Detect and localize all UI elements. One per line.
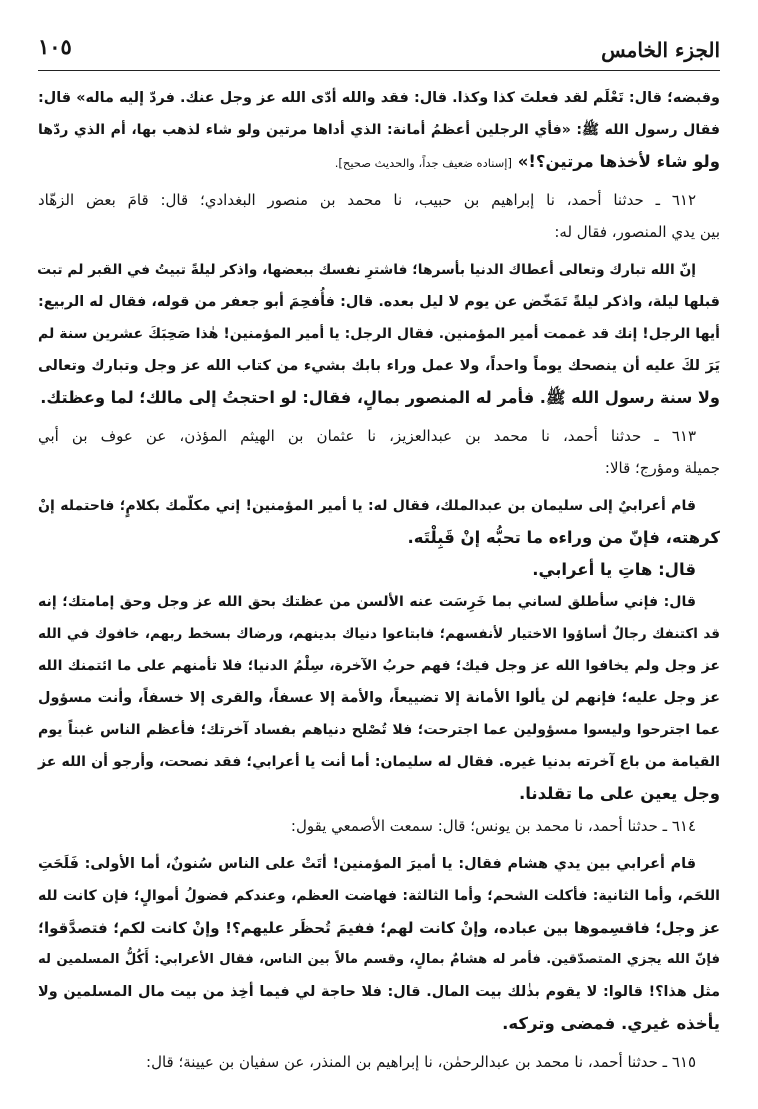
line-text: قبلها ليلة، واذكر ليلةً تَمَخّض عن يوم لا ليل بعده. قال: فأُفحِمَ أبو جعفر من قوله، فقال له الربيع: xyxy=(38,294,720,310)
line-text: بين يدي المنصور، فقال له: xyxy=(554,223,720,241)
text-line xyxy=(38,286,720,318)
text-line xyxy=(38,554,720,586)
text-line xyxy=(38,880,720,912)
page-header xyxy=(38,22,720,72)
text-line xyxy=(38,350,720,382)
text-line xyxy=(38,522,720,554)
text-line xyxy=(38,82,720,114)
line-text: كرهته، فإنّ من وراءه ما تحبُّه إنْ قَبِلْتَه. xyxy=(407,528,720,547)
line-text: قال: فإني سأطلق لساني بما خَرِسَت عنه الألسن من عظتك بحق الله عز وجل وحق إمامتك؛ إنه xyxy=(38,594,696,610)
text-line xyxy=(38,976,720,1008)
line-text: عز وجل ولم يخافوا الله عز وجل فيك؛ فهم حربُ الآخرة، سِلْمُ الدنيا؛ فلا تأمنهم على ما ائتمنك الله xyxy=(38,658,720,674)
line-text: القيامة من باع آخرته بدنيا غيره. فقال له سليمان: أما أنت يا أعرابي؛ فقد نصحت، وأرجو أن الله عز xyxy=(38,754,720,770)
line-note: [إسناده ضعيف جداً، والحديث صحيح]. xyxy=(334,156,512,170)
text-line xyxy=(38,1008,720,1040)
line-text: قال: هاتِ يا أعرابي. xyxy=(532,560,696,579)
line-text: ٦١٥ ـ حدثنا أحمد، نا محمد بن عبدالرحمٰن، نا إبراهيم بن المنذر، عن سفيان بن عيينة؛ قال: xyxy=(146,1053,696,1071)
line-text: فإنّ الله يجزي المتصدّقين. فأمر له هشامٌ بمالٍ، وقسم مالاً بين الناس، فقال الأعرابي: أَكُلُّ المسلمين له xyxy=(38,952,720,967)
line-text: ٦١٢ ـ حدثنا أحمد، نا إبراهيم بن حبيب، نا محمد بن منصور البغدادي؛ قال: قامَ بعض الزهّاد xyxy=(38,191,696,209)
text-line xyxy=(38,810,720,842)
text-line xyxy=(38,490,720,522)
text-line xyxy=(38,944,720,976)
text-line xyxy=(38,682,720,714)
line-text: قد اكتنفك رجالٌ أساؤوا الاختيار لأنفسهم؛ فابتاعوا دنياك بدينهم، ورضاك بسخط ربهم، خافوك في الله xyxy=(38,626,720,642)
text-line xyxy=(38,586,720,618)
line-text: فقال رسول الله ﷺ: «فأي الرجلين أعظمُ أمانة: الذي أداها مرتين ولو شاء لذهب بها، أم الذي ردّها xyxy=(38,122,720,138)
line-text: قام أعرابيٌ إلى سليمان بن عبدالملك، فقال له: يا أمير المؤمنين! إني مكلّمك بكلامٍ؛ فاحتمله إنْ xyxy=(38,498,696,514)
text-line xyxy=(38,746,720,778)
text-line xyxy=(38,778,720,810)
line-text: مثل هذا؟! قالوا: لا يقوم بذٰلك بيت المال. قال: فلا حاجة لي فيما أخِذ من بيت مال المسلمين ولا xyxy=(38,984,720,1000)
text-line xyxy=(38,1046,720,1078)
text-line xyxy=(38,618,720,650)
line-text: إنّ الله تبارك وتعالى أعطاك الدنيا بأسرها؛ فاشترِ نفسك ببعضها، واذكر ليلةً تبيتُ في القبر لم تبت xyxy=(37,262,696,278)
text-line xyxy=(38,714,720,746)
page-number: ١٠٥ xyxy=(38,34,72,59)
text-line xyxy=(38,318,720,350)
text-line xyxy=(38,452,720,484)
line-text: ٦١٤ ـ حدثنا أحمد، نا محمد بن يونس؛ قال: سمعت الأصمعي يقول: xyxy=(290,817,696,835)
line-text: وجل يعين على ما تقلدنا. xyxy=(518,784,720,803)
line-text: عما اجترحوا وليسوا مسؤولين عما اجترحت؛ فلا تُصْلح دنياهم بفساد آخرتك؛ فأعظم الناس غبناً يوم xyxy=(38,722,720,738)
header-rule xyxy=(38,70,720,71)
line-text: ٦١٣ ـ حدثنا أحمد، نا محمد بن عبدالعزيز، نا عثمان بن الهيثم المؤذن، عن عوف بن أبي xyxy=(38,427,696,445)
line-text: يأخذه غيري. فمضى وتركه. xyxy=(502,1014,720,1033)
line-text: أيها الرجل! إنك قد غممت أمير المؤمنين. فقال الرجل: يا أمير المؤمنين! هٰذا صَحِبَكَ عشرين سنة لم xyxy=(38,326,720,342)
line-text: ولا سنة رسول الله ﷺ. فأمر له المنصور بمالٍ، فقال: لو احتجتُ إلى مالك؛ لما وعظتك. xyxy=(40,388,720,407)
text-line xyxy=(38,146,720,178)
line-text: عز وجل عليه؛ فإنهم لن يألوا الأمانة إلا تضييعاً، والأمة إلا عسفاً، والقرى إلا خسفاً، وأنت مسؤول xyxy=(38,690,720,706)
text-line xyxy=(38,848,720,880)
text-line xyxy=(38,382,720,414)
text-line xyxy=(38,254,720,286)
running-title: الجزء الخامس xyxy=(601,38,720,62)
line-text: وقبضه؛ قال: تَعْلَم لقد فعلتَ كذا وكذا. قال: فقد والله أدّى الله عز وجل عنك. فردّ إليه ماله» قال: xyxy=(38,90,720,106)
text-line xyxy=(38,912,720,944)
line-text: يَرَ لكَ عليه أن ينصحك يوماً واحداً، ولا عمل وراء بابك بشيء من كتاب الله عز وجل وتبارك وتعالى xyxy=(38,358,720,374)
line-text: ولو شاء لأخذها مرتين؟!» xyxy=(517,152,720,171)
page-body xyxy=(38,82,720,1078)
text-line xyxy=(38,420,720,452)
text-line xyxy=(38,650,720,682)
line-text: عز وجل؛ فاقسِموها بين عباده، وإنْ كانت لهم؛ ففيمَ تُحظَر عليهم؟! وإنْ كانت لكم؛ فتصدَّقوا؛ xyxy=(38,919,720,937)
text-line xyxy=(38,114,720,146)
line-text: اللحَم، وأما الثانية: فأكلت الشحم؛ وأما الثالثة: فهاضت العظم، وعندكم فضولُ أموالٍ؛ فإن كانت لله xyxy=(38,888,720,904)
text-line xyxy=(38,184,720,216)
line-text: قام أعرابي بين يدي هشام فقال: يا أميرَ المؤمنين! أتَتْ على الناس سُنونٌ، أما الأولى: فَلَحَتِ xyxy=(38,856,696,872)
text-line xyxy=(38,216,720,248)
line-text: جميلة ومؤرج؛ قالا: xyxy=(604,459,720,477)
